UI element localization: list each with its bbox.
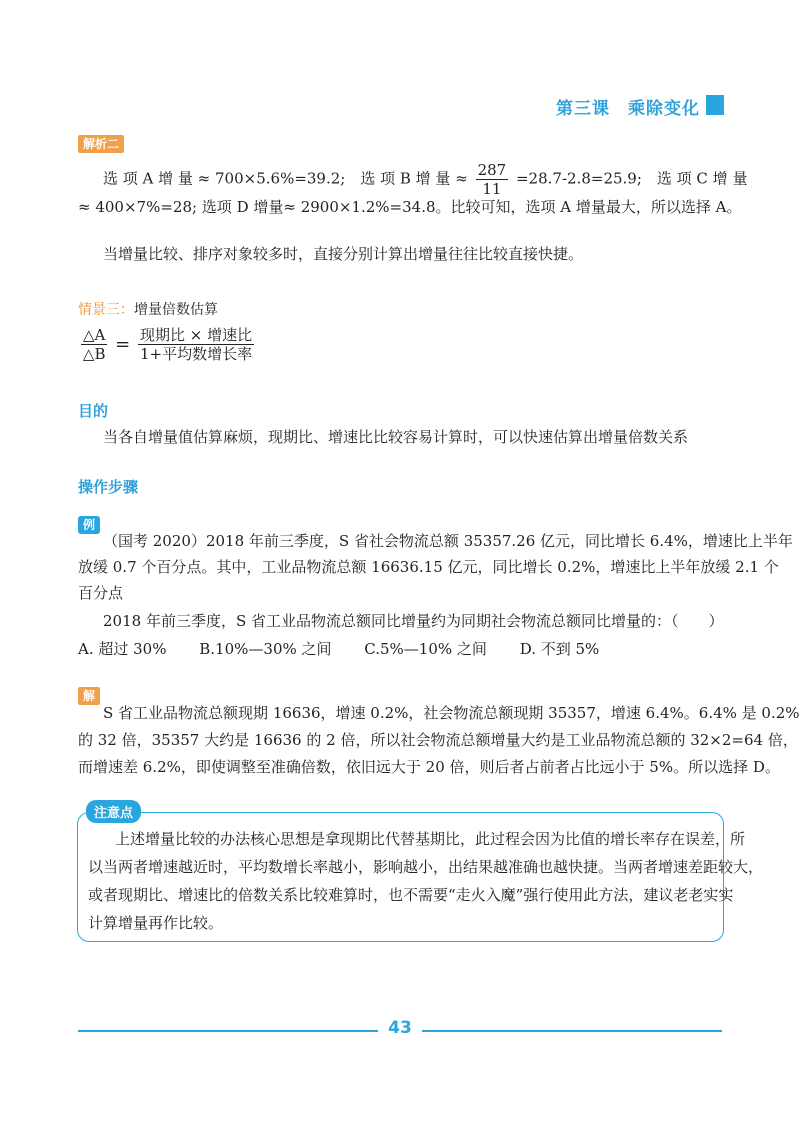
- analysis-two-tag: 解析二: [78, 135, 124, 153]
- fraction-287-11: $\frac{287}{11}$: [477, 161, 507, 198]
- option-d: D. 不到 5%: [519, 640, 600, 658]
- ratio-formula: [78, 326, 257, 363]
- analysis-line-1b: =28.7-2.8=25.9; 选 项 C 增 量: [515, 169, 748, 188]
- formula-lhs-num: △A: [83, 326, 106, 344]
- note-line-1: 上述增量比较的办法核心思想是拿现期比代替基期比，此过程会因为比值的增长率存在误差，所: [115, 830, 746, 848]
- analysis-line-1a: 选 项 A 增 量 ≈ 700×5.6%=39.2; 选 项 B 增 量 ≈: [103, 169, 468, 188]
- scene-three-heading: [78, 299, 218, 319]
- footer-rule-right: [422, 1030, 722, 1032]
- formula-lhs-den: △B: [82, 345, 106, 363]
- page-number: 43: [388, 1018, 412, 1038]
- scene-three-title: 增量倍数估算: [134, 302, 218, 318]
- note-line-2: 以当两者增速越近时，平均数增长率越小，影响越小，出结果越准确也越快捷。当两者增速差距较大，: [88, 858, 764, 876]
- example-line-2: 放缓 0.7 个百分点。其中，工业品物流总额 16636.15 亿元，同比增长 0.2%，增速比上半年放缓 2.1 个: [78, 558, 779, 576]
- formula-equals: =: [115, 334, 131, 355]
- chapter-title: 第三课 乘除变化: [556, 99, 700, 119]
- option-c: C.5%—10% 之间: [364, 640, 487, 658]
- example-options: [78, 638, 599, 660]
- option-a: A. 超过 30%: [78, 640, 167, 658]
- footer-rule-left: [78, 1030, 378, 1032]
- note-tag: 注意点: [86, 800, 141, 823]
- formula-rhs-den: 1+平均数增长率: [140, 345, 253, 363]
- analysis-conclusion: 当增量比较、排序对象较多时，直接分别计算出增量往往比较直接快捷。: [103, 245, 584, 263]
- steps-heading: 操作步骤: [78, 478, 139, 496]
- solution-line-2: 的 32 倍，35357 大约是 16636 的 2 倍，所以社会物流总额增量大约是工业品物流总额的 32×2=64 倍，: [78, 731, 798, 749]
- example-line-1: （国考 2020）2018 年前三季度，S 省社会物流总额 35357.26 亿元，同比增长 6.4%，增速比上半年: [103, 532, 793, 550]
- analysis-line-2: ≈ 400×7%=28; 选项 D 增量≈ 2900×1.2%=34.8。比较可知，选项 A 增量最大，所以选择 A。: [78, 198, 742, 216]
- note-line-3: 或者现期比、增速比的倍数关系比较难算时，也不需要“走火入魔”强行使用此方法，建议老老实实: [88, 886, 734, 904]
- chapter-marker-block: [706, 95, 724, 115]
- formula-rhs-num: 现期比 × 增速比: [140, 326, 253, 344]
- solution-tag: 解: [78, 687, 100, 705]
- solution-line-3: 而增速差 6.2%，即使调整至准确倍数，依旧远大于 20 倍，则后者占前者占比远小于 5%。所以选择 D。: [78, 758, 780, 776]
- example-line-3: 百分点: [78, 584, 124, 602]
- purpose-heading: 目的: [78, 402, 109, 420]
- purpose-text: 当各自增量值估算麻烦，现期比、增速比比较容易计算时，可以快速估算出增量倍数关系: [103, 428, 689, 446]
- example-tag: 例: [78, 516, 100, 534]
- scene-three-label: 情景三：: [78, 302, 134, 318]
- analysis-line-1: [103, 161, 747, 198]
- option-b: B.10%—30% 之间: [199, 640, 332, 658]
- note-line-4: 计算增量再作比较。: [88, 914, 224, 932]
- solution-line-1: S 省工业品物流总额现期 16636，增速 0.2%，社会物流总额现期 35357，增速 6.4%。6.4% 是 0.2%: [103, 704, 800, 722]
- example-question: 2018 年前三季度，S 省工业品物流总额同比增量约为同期社会物流总额同比增量的：（ ）: [103, 612, 724, 630]
